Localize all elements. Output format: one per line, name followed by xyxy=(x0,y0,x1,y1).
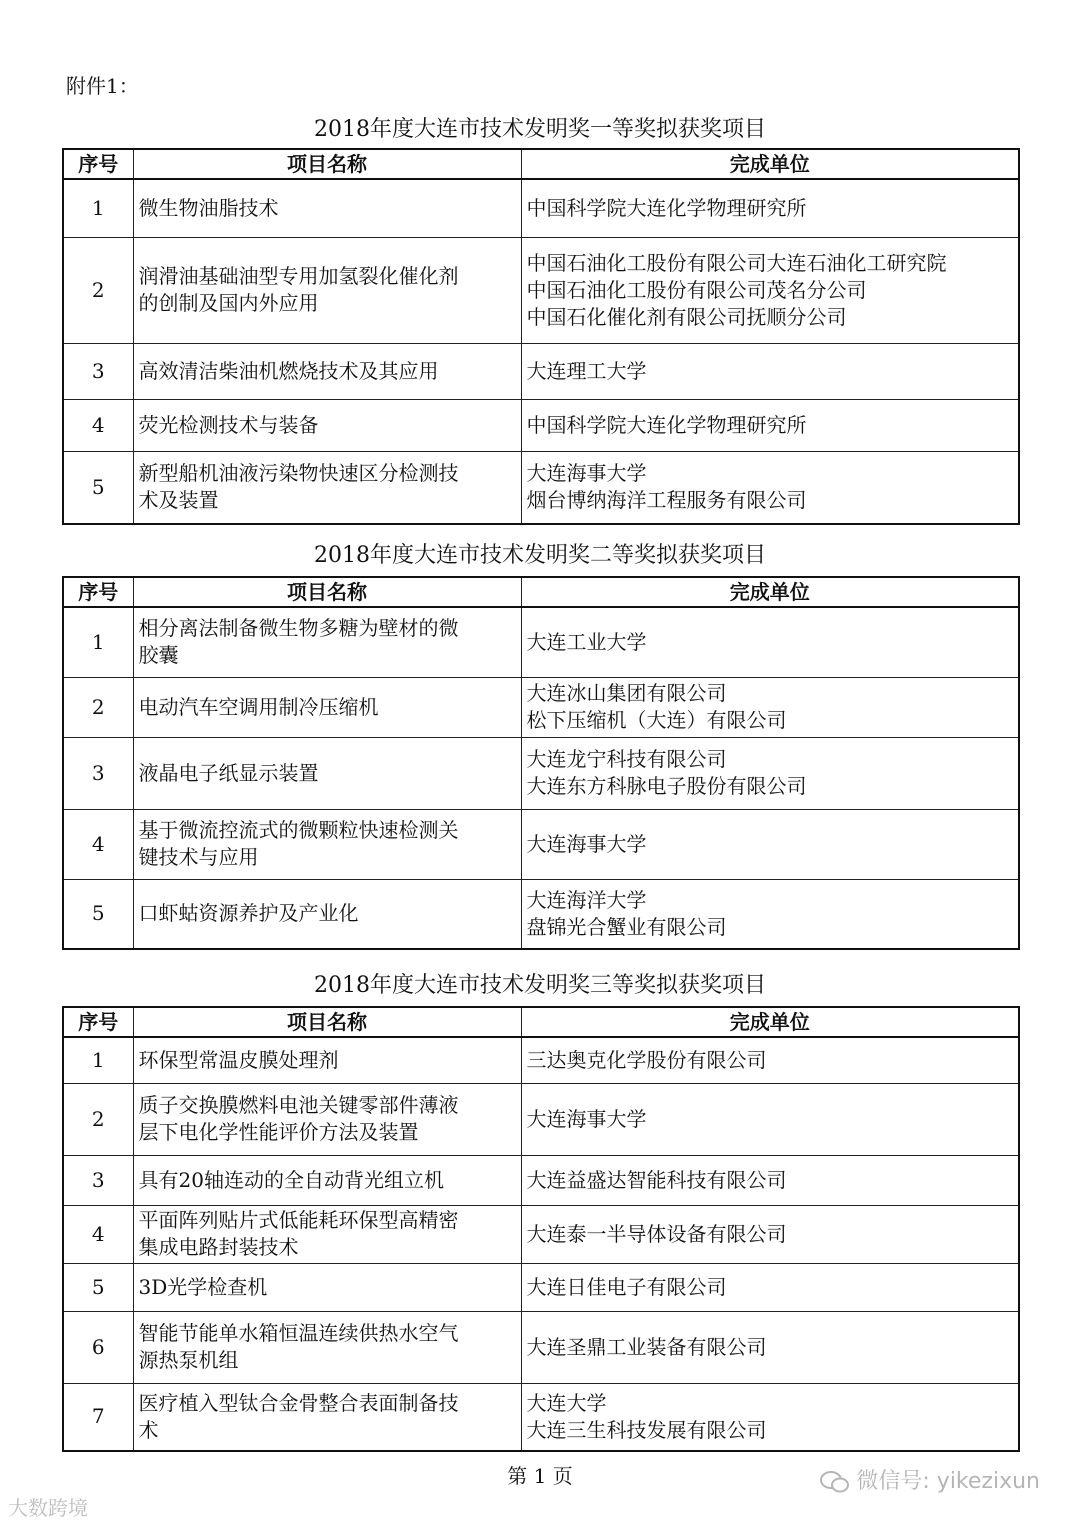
table-row xyxy=(63,1155,1019,1205)
table-row xyxy=(63,1083,1019,1155)
project-name-line: 荧光检测技术与装备 xyxy=(138,412,319,437)
unit-line: 大连益盛达智能科技有限公司 xyxy=(526,1167,787,1192)
first-prize-table xyxy=(62,148,1020,525)
project-name-line: 质子交换膜燃料电池关键零部件薄液 xyxy=(138,1093,459,1117)
completing-unit xyxy=(521,677,1019,737)
unit-line: 大连冰山集团有限公司 xyxy=(526,681,727,705)
project-name-line: 新型船机油液污染物快速区分检测技 xyxy=(138,461,459,486)
table-title-third-prize: 2018年度大连市技术发明奖三等奖拟获奖项目 xyxy=(314,973,766,998)
unit-line: 中国石油化工股份有限公司茂名分公司 xyxy=(526,277,867,302)
project-name-line: 3D光学检查机 xyxy=(138,1274,268,1299)
table-row xyxy=(63,1263,1019,1311)
unit-line: 大连三生科技发展有限公司 xyxy=(526,1417,767,1442)
table-row xyxy=(63,451,1019,524)
table-row xyxy=(63,399,1019,451)
table-row xyxy=(63,879,1019,949)
completing-unit xyxy=(521,1263,1019,1311)
row-number: 1 xyxy=(63,607,133,677)
project-name xyxy=(133,1263,521,1311)
row-number: 4 xyxy=(63,399,133,451)
table-row xyxy=(63,1383,1019,1451)
completing-unit xyxy=(521,399,1019,451)
unit-line: 大连泰一半导体设备有限公司 xyxy=(526,1221,787,1246)
table-row xyxy=(63,1311,1019,1383)
row-number: 3 xyxy=(63,1155,133,1205)
project-name xyxy=(133,1037,521,1083)
header-name: 项目名称 xyxy=(133,577,521,607)
completing-unit xyxy=(521,1311,1019,1383)
table-row xyxy=(63,737,1019,809)
project-name xyxy=(133,237,521,343)
row-number: 1 xyxy=(63,179,133,237)
project-name-line: 医疗植入型钛合金骨整合表面制备技 xyxy=(138,1390,459,1415)
completing-unit xyxy=(521,1383,1019,1451)
row-number: 3 xyxy=(63,343,133,399)
unit-line: 中国科学院大连化学物理研究所 xyxy=(526,412,807,437)
row-number: 3 xyxy=(63,737,133,809)
row-number: 1 xyxy=(63,1037,133,1083)
project-name xyxy=(133,737,521,809)
completing-unit xyxy=(521,1205,1019,1263)
unit-line: 中国石油化工股份有限公司大连石油化工研究院 xyxy=(526,250,947,275)
project-name xyxy=(133,1155,521,1205)
unit-line: 烟台博纳海洋工程服务有限公司 xyxy=(526,488,807,513)
project-name xyxy=(133,809,521,879)
project-name-line: 平面阵列贴片式低能耗环保型高精密 xyxy=(138,1208,459,1232)
header-name: 项目名称 xyxy=(133,149,521,179)
project-name xyxy=(133,343,521,399)
row-number: 2 xyxy=(63,237,133,343)
project-name-line: 微生物油脂技术 xyxy=(138,195,279,220)
completing-unit xyxy=(521,809,1019,879)
watermark-left: 大数跨境 xyxy=(8,1496,88,1520)
project-name xyxy=(133,607,521,677)
project-name-line: 口虾蛄资源养护及产业化 xyxy=(138,901,359,926)
unit-line: 大连海洋大学 xyxy=(526,887,647,912)
project-name-line: 液晶电子纸显示装置 xyxy=(138,760,319,785)
unit-line: 大连日佳电子有限公司 xyxy=(526,1274,727,1299)
project-name xyxy=(133,1205,521,1263)
project-name-line: 具有20轴连动的全自动背光组立机 xyxy=(138,1167,444,1192)
unit-line: 盘锦光合蟹业有限公司 xyxy=(526,914,727,939)
unit-line: 大连大学 xyxy=(526,1390,607,1415)
project-name-line: 术 xyxy=(138,1417,159,1442)
project-name xyxy=(133,879,521,949)
header-unit: 完成单位 xyxy=(521,1007,1019,1037)
row-number: 5 xyxy=(63,451,133,524)
table-row xyxy=(63,1205,1019,1263)
completing-unit xyxy=(521,607,1019,677)
second-prize-table xyxy=(62,576,1020,950)
completing-unit xyxy=(521,343,1019,399)
unit-line: 大连海事大学 xyxy=(526,461,647,486)
wechat-icon xyxy=(820,1471,850,1493)
unit-line: 大连东方科脉电子股份有限公司 xyxy=(526,774,807,798)
project-name-line: 胶囊 xyxy=(138,643,179,668)
header-no: 序号 xyxy=(63,1007,133,1037)
table-row xyxy=(63,1037,1019,1083)
unit-line: 中国石化催化剂有限公司抚顺分公司 xyxy=(526,304,847,329)
watermark-right-text: 微信号: yikezixun xyxy=(856,1469,1040,1494)
unit-line: 大连海事大学 xyxy=(526,1106,647,1131)
header-no: 序号 xyxy=(63,577,133,607)
table-row xyxy=(63,343,1019,399)
table-row xyxy=(63,179,1019,237)
third-prize-table xyxy=(62,1006,1020,1452)
unit-line: 三达奥克化学股份有限公司 xyxy=(526,1047,767,1072)
table-row xyxy=(63,677,1019,737)
unit-line: 中国科学院大连化学物理研究所 xyxy=(526,195,807,220)
table-title-first-prize: 2018年度大连市技术发明奖一等奖拟获奖项目 xyxy=(314,117,766,142)
header-unit: 完成单位 xyxy=(521,577,1019,607)
project-name xyxy=(133,1311,521,1383)
project-name xyxy=(133,1083,521,1155)
header-unit: 完成单位 xyxy=(521,149,1019,179)
completing-unit xyxy=(521,737,1019,809)
project-name-line: 高效清洁柴油机燃烧技术及其应用 xyxy=(138,358,439,383)
table-row xyxy=(63,809,1019,879)
project-name-line: 环保型常温皮膜处理剂 xyxy=(138,1047,339,1072)
unit-line: 松下压缩机（大连）有限公司 xyxy=(526,708,787,732)
project-name-line: 基于微流控流式的微颗粒快速检测关 xyxy=(138,818,459,842)
row-number: 5 xyxy=(63,1263,133,1311)
watermark-right xyxy=(820,1464,1040,1495)
project-name-line: 智能节能单水箱恒温连续供热水空气 xyxy=(138,1321,459,1345)
project-name-line: 的创制及国内外应用 xyxy=(138,291,319,315)
row-number: 4 xyxy=(63,809,133,879)
unit-line: 大连海事大学 xyxy=(526,831,647,856)
table-title-second-prize: 2018年度大连市技术发明奖二等奖拟获奖项目 xyxy=(314,543,766,568)
table-row xyxy=(63,237,1019,343)
unit-line: 大连理工大学 xyxy=(526,358,647,383)
completing-unit xyxy=(521,237,1019,343)
project-name xyxy=(133,399,521,451)
page-number: 第 1 页 xyxy=(507,1464,573,1488)
unit-line: 大连圣鼎工业装备有限公司 xyxy=(526,1334,767,1359)
unit-line: 大连工业大学 xyxy=(526,629,647,654)
row-number: 2 xyxy=(63,1083,133,1155)
row-number: 5 xyxy=(63,879,133,949)
completing-unit xyxy=(521,179,1019,237)
attachment-label: 附件1： xyxy=(66,74,139,98)
project-name xyxy=(133,179,521,237)
row-number: 4 xyxy=(63,1205,133,1263)
header-name: 项目名称 xyxy=(133,1007,521,1037)
table-row xyxy=(63,607,1019,677)
completing-unit xyxy=(521,1155,1019,1205)
project-name-line: 润滑油基础油型专用加氢裂化催化剂 xyxy=(138,264,459,288)
project-name-line: 电动汽车空调用制冷压缩机 xyxy=(138,694,379,719)
completing-unit xyxy=(521,1037,1019,1083)
completing-unit xyxy=(521,451,1019,524)
project-name xyxy=(133,451,521,524)
unit-line: 大连龙宁科技有限公司 xyxy=(526,747,727,771)
project-name xyxy=(133,677,521,737)
project-name-line: 层下电化学性能评价方法及装置 xyxy=(138,1120,419,1144)
completing-unit xyxy=(521,1083,1019,1155)
project-name-line: 源热泵机组 xyxy=(138,1348,239,1372)
header-no: 序号 xyxy=(63,149,133,179)
row-number: 6 xyxy=(63,1311,133,1383)
project-name-line: 相分离法制备微生物多糖为壁材的微 xyxy=(138,616,459,641)
row-number: 2 xyxy=(63,677,133,737)
project-name-line: 集成电路封装技术 xyxy=(138,1235,299,1259)
completing-unit xyxy=(521,879,1019,949)
row-number: 7 xyxy=(63,1383,133,1451)
project-name xyxy=(133,1383,521,1451)
project-name-line: 术及装置 xyxy=(138,488,219,513)
project-name-line: 键技术与应用 xyxy=(138,845,259,869)
